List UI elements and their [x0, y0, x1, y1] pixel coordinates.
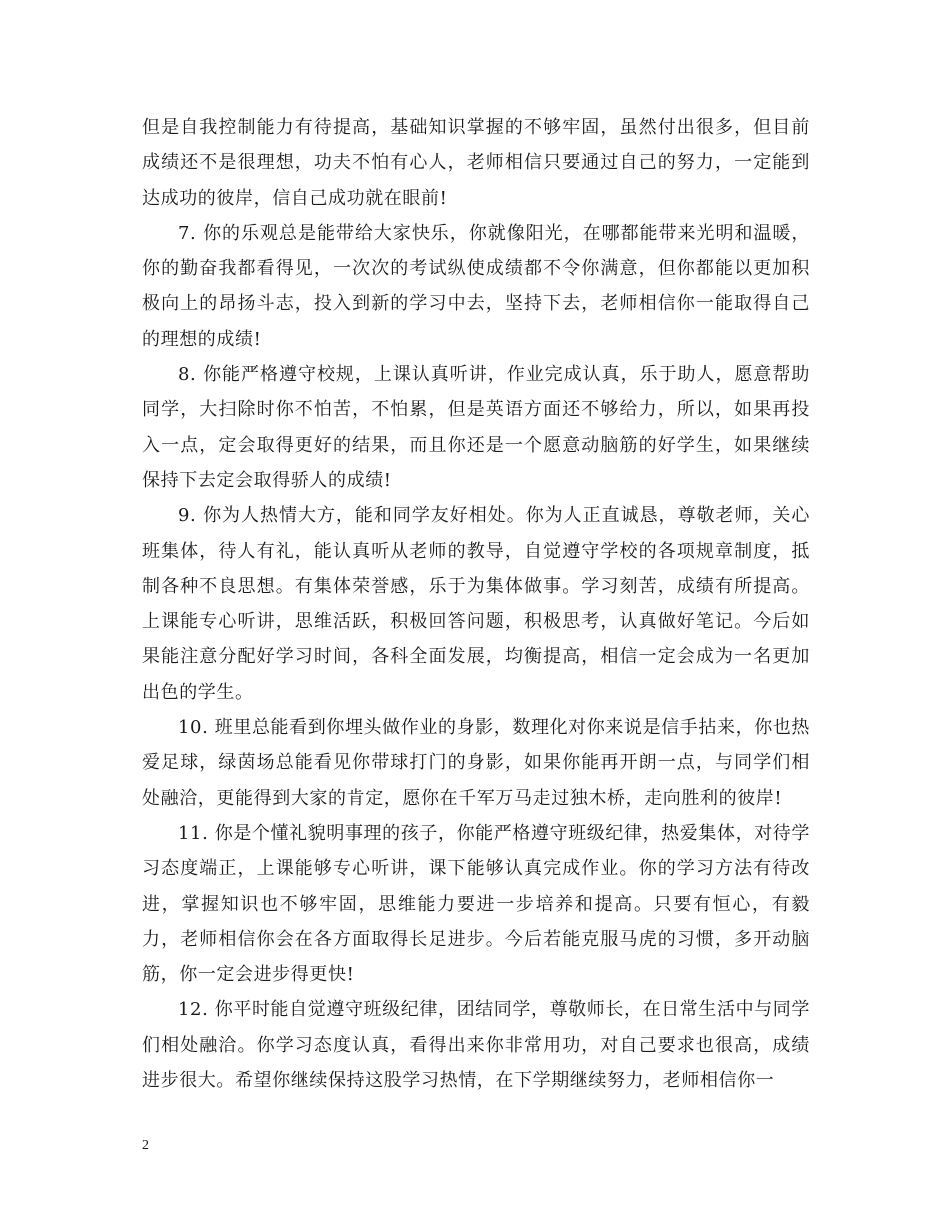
paragraph-item-12: 12. 你平时能自觉遵守班级纪律，团结同学，尊敬师长，在日常生活中与同学们相处融洽。你学习态度认真，看得出来你非常用功，对自己要求也很高，成绩进步很大。希望你继续保持这股学习热情，在下学期继续努力，老师相信你一 [142, 999, 810, 1092]
paragraph-item-11: 11. 你是个懂礼貌明事理的孩子，你能严格遵守班级纪律，热爱集体，对待学习态度端正，上课能够专心听讲，课下能够认真完成作业。你的学习方法有待改进，掌握知识也不够牢固，思维能力要进一步培养和提高。只要有恒心，有毅力，老师相信你会在各方面取得长足进步。今后若能克服马虎的习惯，多开动脑筋，你一定会进步得更快! [142, 822, 810, 986]
paragraph-continued: 但是自我控制能力有待提高，基础知识掌握的不够牢固，虽然付出很多，但目前成绩还不是很理想，功夫不怕有心人，老师相信只要通过自己的努力，一定能到达成功的彼岸，信自己成功就在眼前! [142, 117, 810, 209]
paragraph-item-8: 8. 你能严格遵守校规，上课认真听讲，作业完成认真，乐于助人，愿意帮助同学，大扫除时你不怕苦，不怕累，但是英语方面还不够给力，所以，如果再投入一点，定会取得更好的结果，而且你还是一个愿意动脑筋的好学生，如果继续保持下去定会取得骄人的成绩! [142, 364, 810, 491]
paragraph-item-7: 7. 你的乐观总是能带给大家快乐，你就像阳光，在哪都能带来光明和温暖，你的勤奋我都看得见，一次次的考试纵使成绩都不令你满意，但你都能以更加积极向上的昂扬斗志，投入到新的学习中去，坚持下去，老师相信你一能取得自己的理想的成绩! [142, 222, 810, 350]
page-number: 2 [142, 1138, 149, 1153]
paragraph-item-9: 9. 你为人热情大方，能和同学友好相处。你为人正直诚恳，尊敬老师，关心班集体，待人有礼，能认真听从老师的教导，自觉遵守学校的各项规章制度，抵制各种不良思想。有集体荣誉感，乐于为集体做事。学习刻苦，成绩有所提高。上课能专心听讲，思维活跃，积极回答问题，积极思考，认真做好笔记。今后如果能注意分配好学习时间，各科全面发展，均衡提高，相信一定会成为一名更加出色的学生。 [142, 505, 810, 703]
document-body [142, 110, 810, 1098]
paragraph-item-10: 10. 班里总能看到你埋头做作业的身影，数理化对你来说是信手拈来，你也热爱足球，绿茵场总能看见你带球打门的身影，如果你能再开朗一点，与同学们相处融洽，更能得到大家的肯定，愿你在千军万马走过独木桥，走向胜利的彼岸! [142, 717, 810, 809]
